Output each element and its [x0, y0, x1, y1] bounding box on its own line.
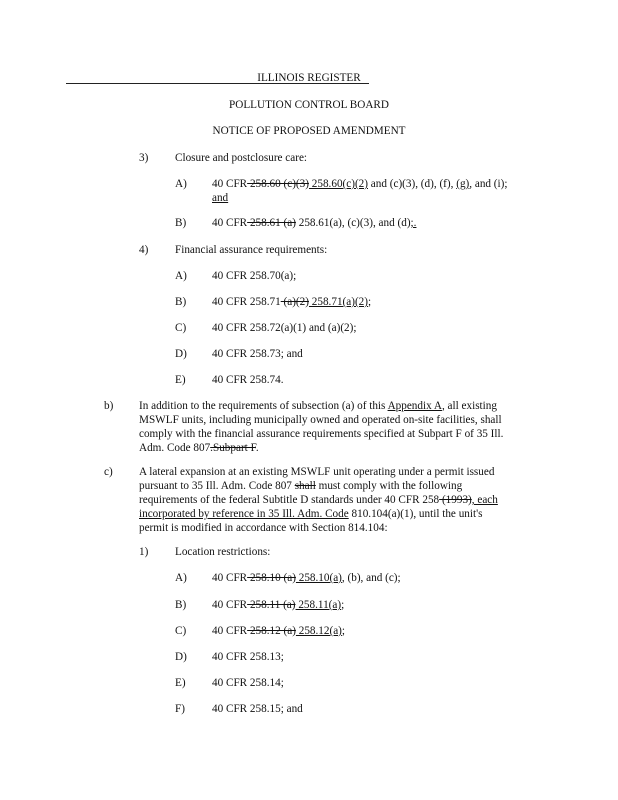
- para-c-label: c): [104, 466, 113, 478]
- item-1f-label: F): [175, 703, 185, 715]
- item-4c-label: C): [175, 322, 187, 334]
- item-3b-label: B): [175, 217, 187, 229]
- item-3a-label: A): [175, 178, 187, 190]
- para-b-l1-t2: , all existing: [441, 400, 497, 412]
- item-3b-deleted: 258.61 (a): [247, 217, 296, 229]
- item-4b-text: [212, 295, 371, 309]
- para-c-l2-t1: pursuant to 35 Ill. Adm. Code 807: [139, 480, 295, 492]
- item-3a-text: [212, 177, 507, 191]
- item-4-number: 4): [139, 244, 149, 256]
- para-b-l1-added: Appendix A: [387, 400, 442, 412]
- item-1b-deleted: 258.11 (a): [247, 599, 296, 611]
- item-3b-text: [212, 216, 416, 230]
- item-4a-label: A): [175, 270, 187, 282]
- item-1a-t1: 40 CFR: [212, 572, 248, 584]
- item-3b-t1: 40 CFR: [212, 217, 248, 229]
- item-1c-text: [212, 624, 345, 638]
- item-1b-label: B): [175, 599, 187, 611]
- item-1a-added: 258.10(a): [295, 572, 342, 584]
- item-4e-label: E): [175, 374, 186, 386]
- item-3a-t3: , and (i);: [469, 178, 508, 190]
- item-4e-text: 40 CFR 258.74.: [212, 374, 284, 386]
- para-c-l3-deleted: (1993): [439, 494, 472, 506]
- item-3b-added: ;.: [410, 217, 417, 229]
- item-3-number: 3): [139, 152, 149, 164]
- para-b-line-4: [139, 441, 259, 455]
- item-4b-label: B): [175, 296, 187, 308]
- notice-title: NOTICE OF PROPOSED AMENDMENT: [212, 125, 406, 137]
- item-1d-label: D): [175, 651, 187, 663]
- item-1-title: Location restrictions:: [175, 546, 271, 558]
- item-4c-text: 40 CFR 258.72(a)(1) and (a)(2);: [212, 322, 357, 334]
- item-4b-deleted: (a)(2): [280, 296, 309, 308]
- para-c-line-5: permit is modified in accordance with Section 814.104:: [139, 522, 388, 534]
- item-1b-t1: 40 CFR: [212, 599, 248, 611]
- para-b-line-3: comply with the financial assurance requirements specified at Subpart F of 35 Ill.: [139, 428, 504, 440]
- item-3a-added-g: (g): [456, 178, 470, 190]
- para-b-label: b): [104, 400, 114, 412]
- item-3a-and: and: [212, 192, 229, 204]
- para-c-l4-t2: 810.104(a)(1), until the unit's: [348, 508, 483, 520]
- item-3a-added: 258.60(c)(2): [308, 178, 368, 190]
- item-4-title: Financial assurance requirements:: [175, 244, 328, 256]
- para-c-l2-deleted: shall: [294, 480, 316, 492]
- item-1e-label: E): [175, 677, 186, 689]
- para-b-l4-t2: .: [255, 442, 259, 454]
- item-3a-t2: and (c)(3), (d), (f),: [368, 178, 457, 190]
- item-1b-t2: ;: [341, 599, 345, 611]
- para-b-line-2: MSWLF units, including municipally owned and operated on-site facilities, shall: [139, 414, 502, 426]
- item-4b-t2: ;: [368, 296, 372, 308]
- para-c-line-3: [139, 493, 498, 507]
- item-1a-deleted: 258.10 (a): [247, 572, 296, 584]
- para-b-l1-t1: In addition to the requirements of subsection (a) of this: [139, 400, 388, 412]
- item-1-number: 1): [139, 546, 149, 558]
- item-1a-label: A): [175, 572, 187, 584]
- item-4b-added: 258.71(a)(2): [308, 296, 368, 308]
- item-1c-added: 258.12(a): [295, 625, 342, 637]
- item-1f-text: 40 CFR 258.15; and: [212, 703, 303, 715]
- para-b-l4-t1: Adm. Code 807: [139, 442, 211, 454]
- item-4d-text: 40 CFR 258.73; and: [212, 348, 303, 360]
- para-c-l3-t1: requirements of the federal Subtitle D standards under 40 CFR 258: [139, 494, 440, 506]
- item-1c-t1: 40 CFR: [212, 625, 248, 637]
- para-c-l3-added: , each: [471, 494, 498, 506]
- item-1c-deleted: 258.12 (a): [247, 625, 296, 637]
- item-1b-added: 258.11(a): [295, 599, 342, 611]
- item-1c-t2: ;: [341, 625, 346, 637]
- item-1e-text: 40 CFR 258.14;: [212, 677, 284, 689]
- item-3a-t1: 40 CFR: [212, 178, 248, 190]
- para-c-l2-t2: must comply with the following: [315, 480, 463, 492]
- register-title: ILLINOIS REGISTER: [257, 72, 361, 84]
- item-4a-text: 40 CFR 258.70(a);: [212, 270, 297, 282]
- item-3-title: Closure and postclosure care:: [175, 152, 308, 164]
- para-c-line-2: [139, 479, 462, 493]
- para-c-line-4: [139, 507, 482, 521]
- item-1a-t2: , (b), and (c);: [341, 572, 401, 584]
- item-1d-text: 40 CFR 258.13;: [212, 651, 284, 663]
- para-c-line-1: A lateral expansion at an existing MSWLF unit operating under a permit issued: [139, 466, 495, 478]
- item-4b-t1: 40 CFR 258.71: [212, 296, 281, 308]
- item-1a-text: [212, 571, 401, 585]
- para-b-line-1: [139, 399, 497, 413]
- para-c-l4-added: incorporated by reference in 35 Ill. Adm. Code: [139, 508, 349, 520]
- item-1c-label: C): [175, 625, 187, 637]
- item-1b-text: [212, 598, 344, 612]
- item-3b-t2: 258.61(a), (c)(3), and (d): [295, 217, 411, 229]
- item-4d-label: D): [175, 348, 187, 360]
- board-title: POLLUTION CONTROL BOARD: [229, 99, 389, 111]
- item-3a-deleted: 258.60 (c)(3): [247, 178, 309, 190]
- para-b-l4-deleted: .Subpart F: [210, 442, 256, 454]
